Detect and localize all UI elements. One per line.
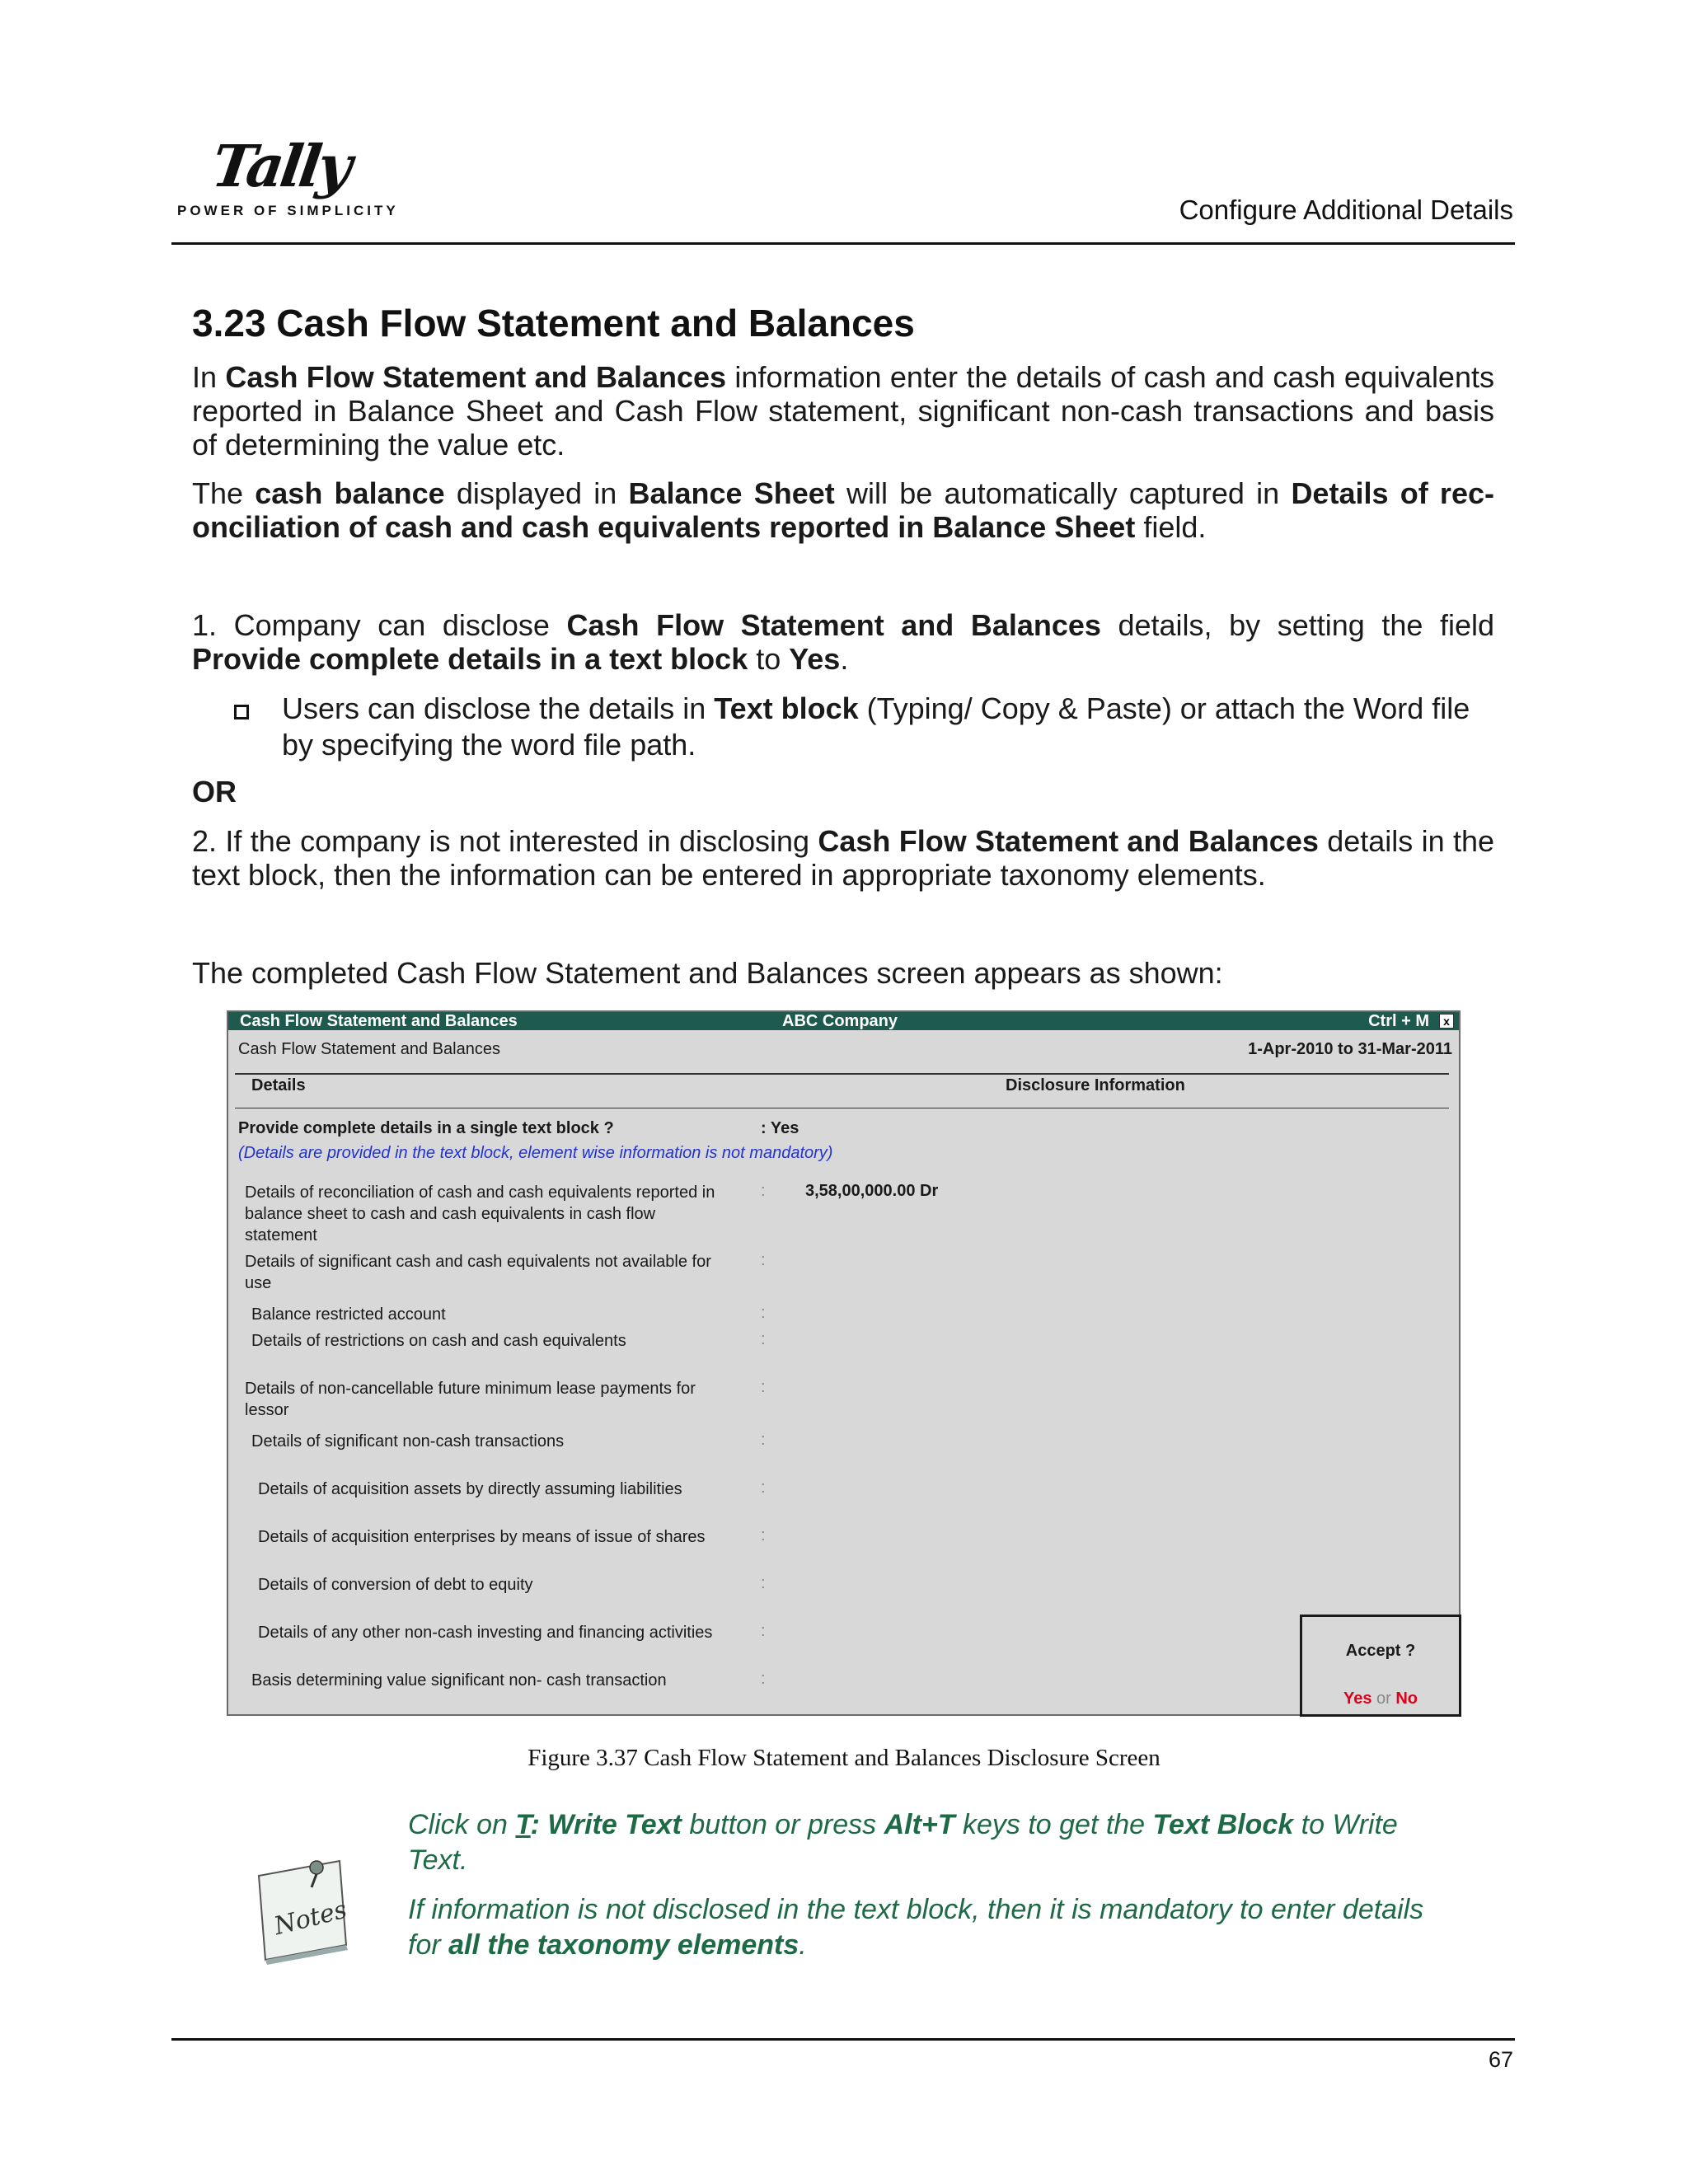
detail-row-label: Details of restrictions on cash and cash equivalents xyxy=(251,1332,626,1350)
text-run: will be automatically captured in xyxy=(834,476,1292,510)
text-run: information enter the details of cash and cash equivalents reported in Balance Sheet and Cash Flow statement, significant non-cash transactions and basis of determining the value etc. xyxy=(192,360,1494,462)
text-run: button or press xyxy=(681,1809,884,1840)
section-title: 3.23 Cash Flow Statement and Balances xyxy=(192,302,915,344)
text-run: Alt+T xyxy=(884,1809,955,1840)
detail-row-label: Details of acquisition enterprises by means of issue of shares xyxy=(258,1528,706,1546)
detail-row-colon: : xyxy=(761,1378,766,1396)
text-run: all the taxonomy elements xyxy=(448,1929,799,1961)
text-run: displayed in xyxy=(444,476,629,510)
text-run: . xyxy=(840,642,849,676)
titlebar-company: ABC Company xyxy=(782,1012,898,1030)
detail-row-label: Basis determining value significant non- cash transaction xyxy=(251,1671,667,1690)
text-run: Cash Flow Statement and Balances xyxy=(818,824,1319,858)
text-run: Yes xyxy=(789,642,841,676)
text-block-question: Provide complete details in a single text block ? xyxy=(238,1119,614,1137)
detail-row-colon: : xyxy=(761,1251,766,1269)
titlebar-title: Cash Flow Statement and Balances xyxy=(240,1012,518,1030)
detail-row-colon: : xyxy=(761,1479,766,1497)
note-mandatory xyxy=(408,1892,1430,1963)
text-run: (Typing/ Copy & Paste) or attach the Word file by specifying the word file path. xyxy=(282,691,1470,762)
bullet-text xyxy=(282,691,1495,763)
text-run: Text block xyxy=(714,691,859,725)
text-run: to xyxy=(748,642,790,676)
column-details: Details xyxy=(251,1076,306,1094)
text-run: The completed Cash Flow Statement and Balances screen appears as shown: xyxy=(192,956,1223,990)
figure-caption: Figure 3.37 Cash Flow Statement and Balances Disclosure Screen xyxy=(528,1745,1160,1771)
running-head: Configure Additional Details xyxy=(1179,194,1513,225)
detail-row-colon: : xyxy=(761,1622,766,1640)
text-block-hint: (Details are provided in the text block, element wise information is not mandatory) xyxy=(238,1144,833,1162)
note-write-text xyxy=(408,1807,1430,1878)
text-run: 1. Company can disclose xyxy=(192,608,567,642)
text-run: In xyxy=(192,360,226,394)
text-run: details in the text block, then the information can be entered in appropriate taxonomy elements. xyxy=(192,824,1494,892)
tally-logo: Tally xyxy=(208,132,354,200)
detail-row-label: Details of conversion of debt to equity xyxy=(258,1576,533,1594)
detail-row-colon: : xyxy=(761,1431,766,1449)
bullet-square-icon xyxy=(234,705,249,719)
accept-dialog xyxy=(1300,1615,1461,1717)
text-run: to Write Text. xyxy=(408,1809,1398,1876)
text-run: cash balance xyxy=(255,476,445,510)
paragraph-option-1 xyxy=(192,608,1494,676)
footer-rule xyxy=(171,2038,1515,2041)
detail-row-label: Details of significant cash and cash equivalents not available for use xyxy=(245,1253,711,1292)
text-run: Click on xyxy=(408,1809,516,1840)
text-run: . xyxy=(799,1929,807,1961)
period-range: 1-Apr-2010 to 31-Mar-2011 xyxy=(1248,1040,1452,1058)
detail-row-label: Details of reconciliation of cash and cash equivalents reported in balance sheet to cash and cash equivalents in cash flow statement xyxy=(245,1183,715,1244)
cash-flow-screen xyxy=(227,1010,1461,1716)
detail-row-colon: : xyxy=(761,1304,766,1322)
paragraph-screen-intro xyxy=(192,956,1494,990)
text-run: : Write Text xyxy=(530,1809,682,1840)
accept-question: Accept ? xyxy=(1345,1642,1416,1660)
text-block-answer[interactable]: : Yes xyxy=(761,1119,799,1137)
paragraph-intro xyxy=(192,360,1494,462)
text-run: details, by setting the field xyxy=(1100,608,1495,642)
text-run: Balance Sheet xyxy=(628,476,835,510)
detail-row-colon: : xyxy=(761,1670,766,1688)
or-label: OR xyxy=(192,775,237,808)
paragraph-option-2 xyxy=(192,824,1494,892)
accept-no[interactable]: No xyxy=(1395,1690,1418,1708)
detail-row-label: Details of any other non-cash investing and financing activities xyxy=(258,1624,713,1642)
text-run: Text Block xyxy=(1152,1809,1294,1840)
accept-yes[interactable]: Yes xyxy=(1343,1690,1372,1708)
screen-subtitle: Cash Flow Statement and Balances xyxy=(238,1040,500,1058)
column-disclosure: Disclosure Information xyxy=(1006,1076,1185,1094)
notes-icon-label: Notes xyxy=(271,1895,350,1942)
text-run: 2. If the company is not interested in disclosing xyxy=(192,824,818,858)
titlebar-shortcut: Ctrl + M xyxy=(1368,1012,1429,1030)
detail-row-label: Details of non-cancellable future minimum lease payments for lessor xyxy=(245,1380,696,1419)
header-rule xyxy=(171,242,1515,245)
page-number: 67 xyxy=(1488,2047,1513,2072)
detail-row-colon: : xyxy=(761,1574,766,1592)
accept-or: or xyxy=(1376,1690,1391,1708)
detail-row-label: Details of significant non-cash transactions xyxy=(251,1432,565,1451)
detail-row-colon: : xyxy=(761,1330,766,1348)
text-run: Cash Flow Statement and Balances xyxy=(566,608,1101,642)
detail-row-label: Details of acquisition assets by directly assuming liabilities xyxy=(258,1480,682,1498)
text-run: keys to get the xyxy=(954,1809,1153,1840)
titlebar xyxy=(228,1012,1459,1030)
detail-row-value[interactable]: 3,58,00,000.00 Dr xyxy=(805,1182,939,1200)
text-run: Users can disclose the details in xyxy=(282,691,715,725)
header-divider xyxy=(235,1073,1449,1075)
logo-tagline: POWER OF SIMPLICITY xyxy=(177,203,399,218)
text-run: field. xyxy=(1135,510,1207,544)
text-run: Provide complete details in a text block xyxy=(192,642,748,676)
text-run: Details of reconciliation of cash and cash equivalents reported in Balance Sheet xyxy=(192,476,1494,544)
detail-row-colon: : xyxy=(761,1182,766,1200)
paragraph-cash-balance xyxy=(192,476,1494,544)
close-icon[interactable]: x xyxy=(1439,1014,1454,1029)
detail-row-label: Balance restricted account xyxy=(251,1305,446,1324)
text-run: Cash Flow Statement and Balances xyxy=(225,360,727,394)
detail-row-colon: : xyxy=(761,1526,766,1544)
text-run: The xyxy=(192,476,256,510)
text-run: T xyxy=(515,1809,531,1840)
text-run: If information is not disclosed in the text block, then it is mandatory to enter details for xyxy=(408,1894,1424,1961)
